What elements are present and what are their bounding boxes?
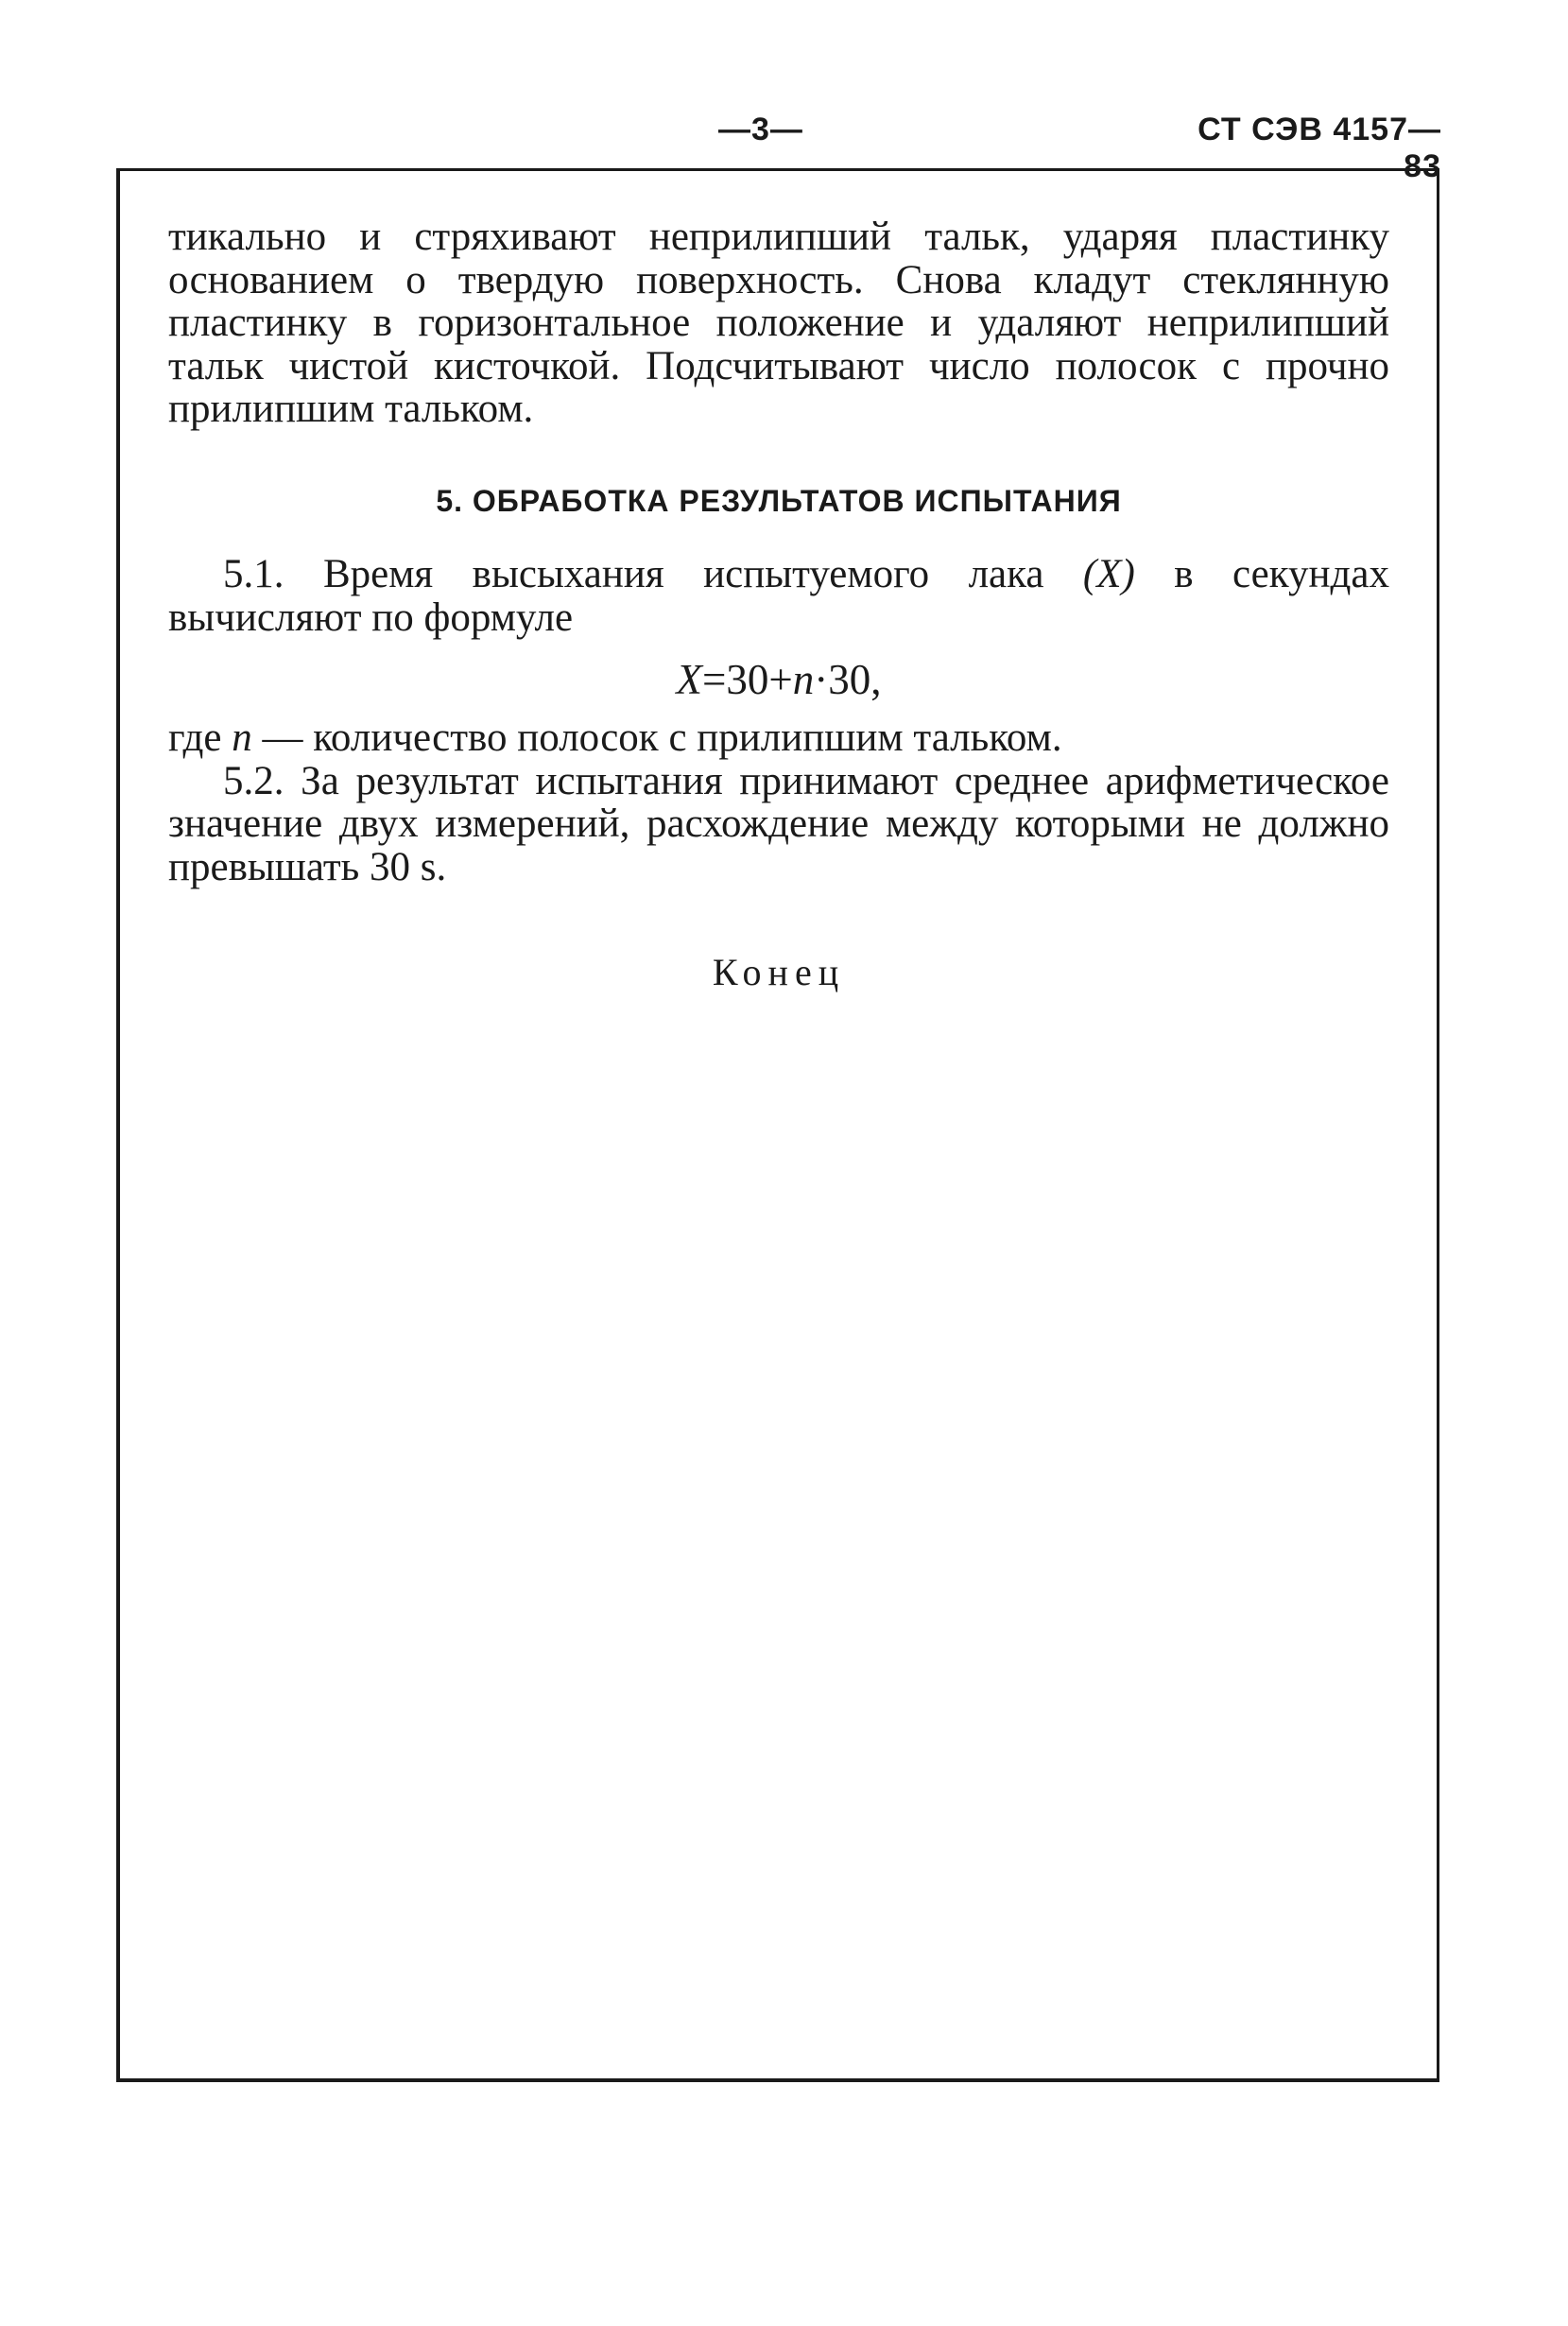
p1-variable: (X) bbox=[1082, 552, 1135, 596]
standard-code: СТ СЭВ 4157—83 bbox=[1198, 112, 1441, 184]
where-text-a: где bbox=[168, 715, 233, 760]
p1-text-b: в секундах вычисляют по формуле bbox=[168, 552, 1389, 640]
formula-n: n bbox=[792, 656, 815, 703]
formula-mid: =30+ bbox=[701, 656, 793, 703]
formula bbox=[168, 655, 1389, 704]
paragraph-5-2: 5.2. За результат испытания принимают среднее арифметическое значение двух измерений, расхождение между которыми не должно превышать 30 s. bbox=[168, 758, 1389, 889]
section-title: 5. ОБРАБОТКА РЕЗУЛЬТАТОВ ИСПЫТАНИЯ bbox=[436, 484, 1122, 518]
where-line bbox=[168, 716, 1389, 760]
formula-x: X bbox=[676, 656, 702, 703]
page-number: —3— bbox=[718, 112, 803, 147]
intro-text: тикально и стряхивают неприлипший тальк, ударяя пластинку основанием о твердую поверхность. Снова кладут стеклянную пластинку в горизонтальное положение и удаляют неприлипший тальк чистой кисточкой. Подсчитывают число полосок с прочно прилипшим тальком. bbox=[168, 215, 1389, 431]
paragraph-5-1 bbox=[168, 553, 1389, 639]
p1-text-a: 5.1. Время высыхания испытуемого лака bbox=[223, 552, 1083, 596]
paragraph-5-1-text bbox=[168, 553, 1389, 639]
formula-end: ·30, bbox=[814, 656, 882, 703]
where-text-b: — количество полосок с прилипшим тальком. bbox=[251, 715, 1062, 760]
intro-paragraph bbox=[168, 215, 1389, 431]
where-variable: n bbox=[232, 715, 252, 760]
page-frame bbox=[116, 168, 1439, 2082]
end-word: Конец bbox=[712, 951, 846, 993]
paragraph-where-and-5-2 bbox=[168, 716, 1389, 888]
